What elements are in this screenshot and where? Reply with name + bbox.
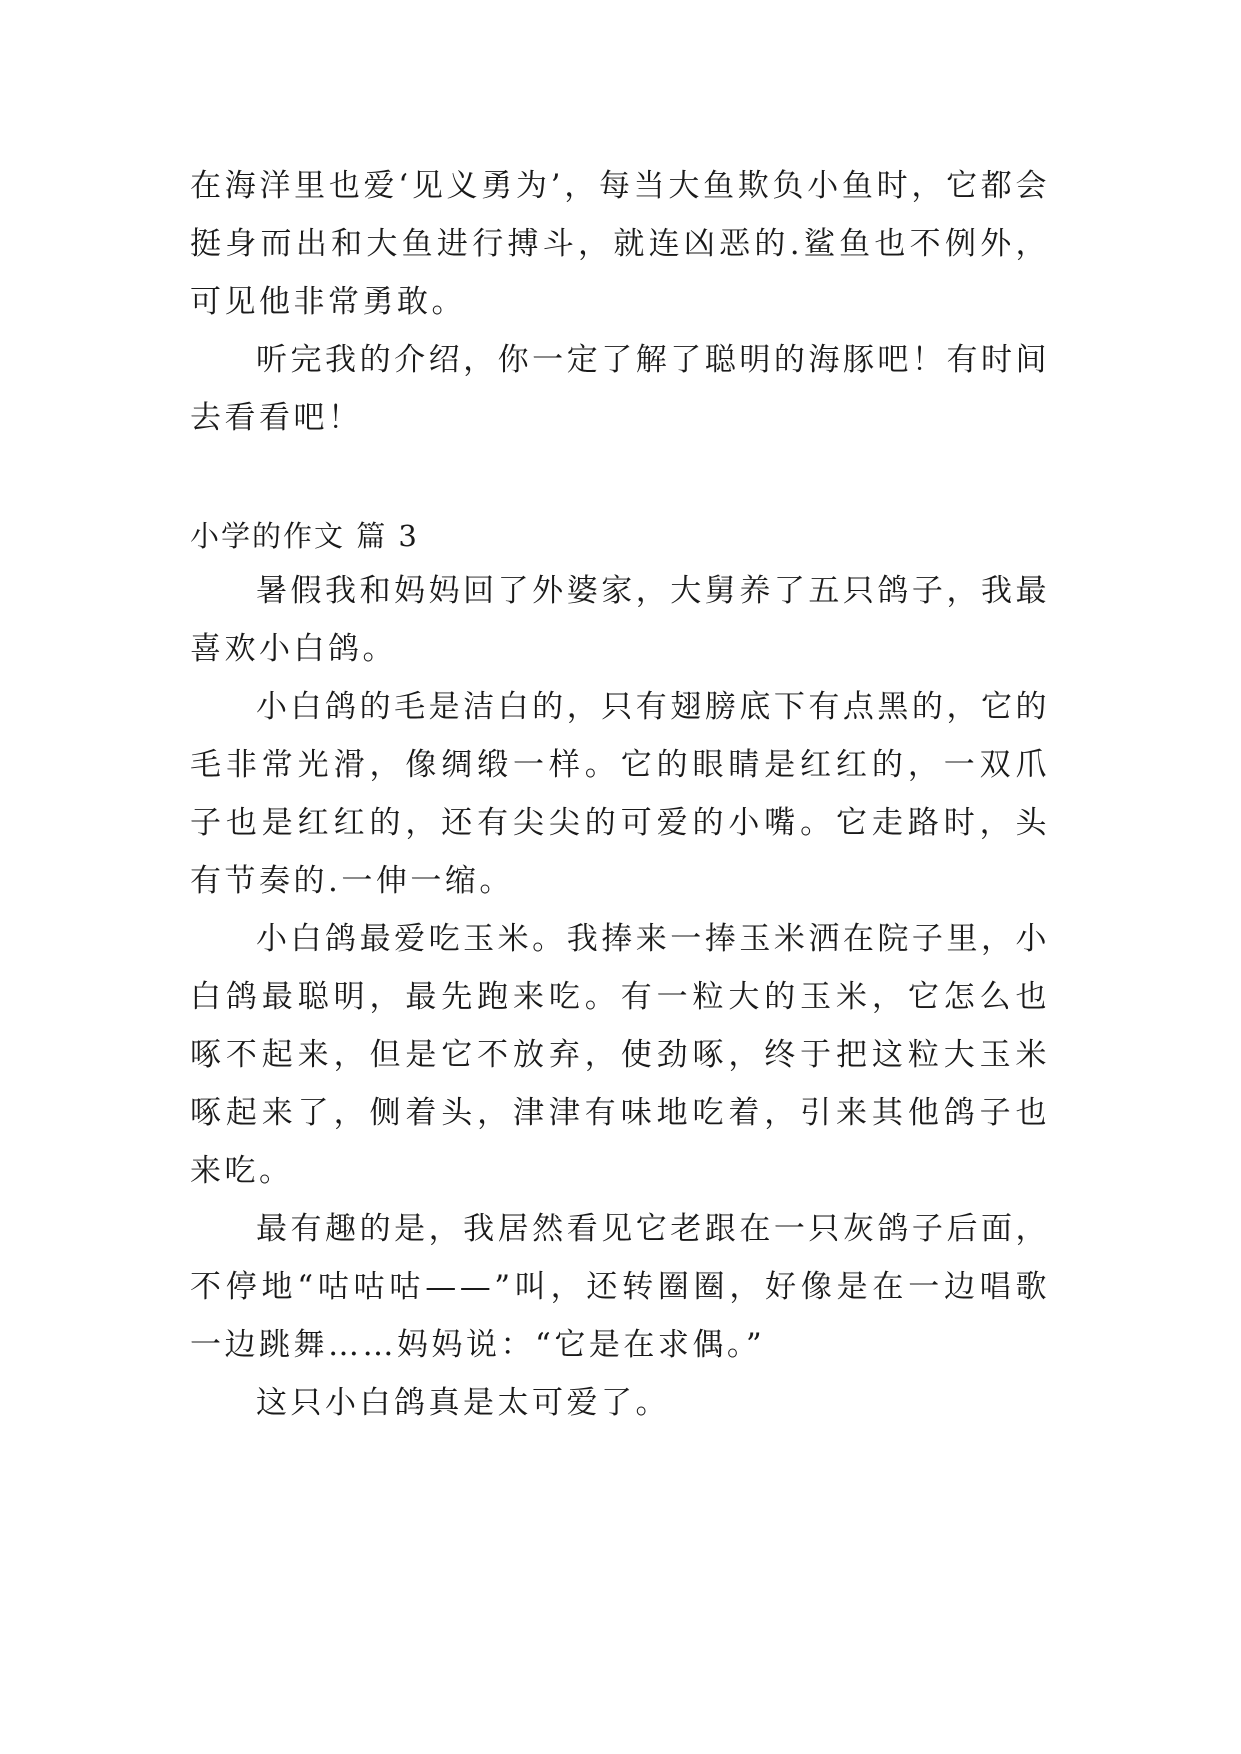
essay-3-heading: 小学的作文 篇 3 (190, 519, 419, 553)
essay-3-paragraph-4: 最有趣的是，我居然看见它老跟在一只灰鸽子后面，不停地“咕咕咕——”叫，还转圈圈，好像是在一边唱歌一边跳舞……妈妈说：“它是在求偶。” (190, 1211, 1050, 1363)
essay-3-header (190, 507, 1050, 565)
paragraph-dolphin-conclusion: 听完我的介绍，你一定了解了聪明的海豚吧！有时间去看看吧！ (190, 342, 1050, 436)
essay-3-paragraph-3: 小白鸽最爱吃玉米。我捧来一捧玉米洒在院子里，小白鸽最聪明，最先跑来吃。有一粒大的玉米，它怎么也啄不起来，但是它不放弃，使劲啄，终于把这粒大玉米啄起来了，侧着头，津津有味地吃着，引来其他鸽子也来吃。 (190, 921, 1050, 1189)
essay-3-body (190, 562, 1050, 1432)
essay-3-paragraph-1: 暑假我和妈妈回了外婆家，大舅养了五只鸽子，我最喜欢小白鸽。 (190, 573, 1050, 667)
essay-3-paragraph-5: 这只小白鸽真是太可爱了。 (256, 1385, 670, 1421)
previous-essay-ending (190, 157, 1050, 447)
essay-3-paragraph-2: 小白鸽的毛是洁白的，只有翅膀底下有点黑的，它的毛非常光滑，像绸缎一样。它的眼睛是红红的，一双爪子也是红红的，还有尖尖的可爱的小嘴。它走路时，头有节奏的.一伸一缩。 (190, 689, 1050, 899)
paragraph-dolphin-bravery: 在海洋里也爱‘见义勇为’，每当大鱼欺负小鱼时，它都会挺身而出和大鱼进行搏斗，就连凶恶的.鲨鱼也不例外，可见他非常勇敢。 (190, 168, 1050, 320)
